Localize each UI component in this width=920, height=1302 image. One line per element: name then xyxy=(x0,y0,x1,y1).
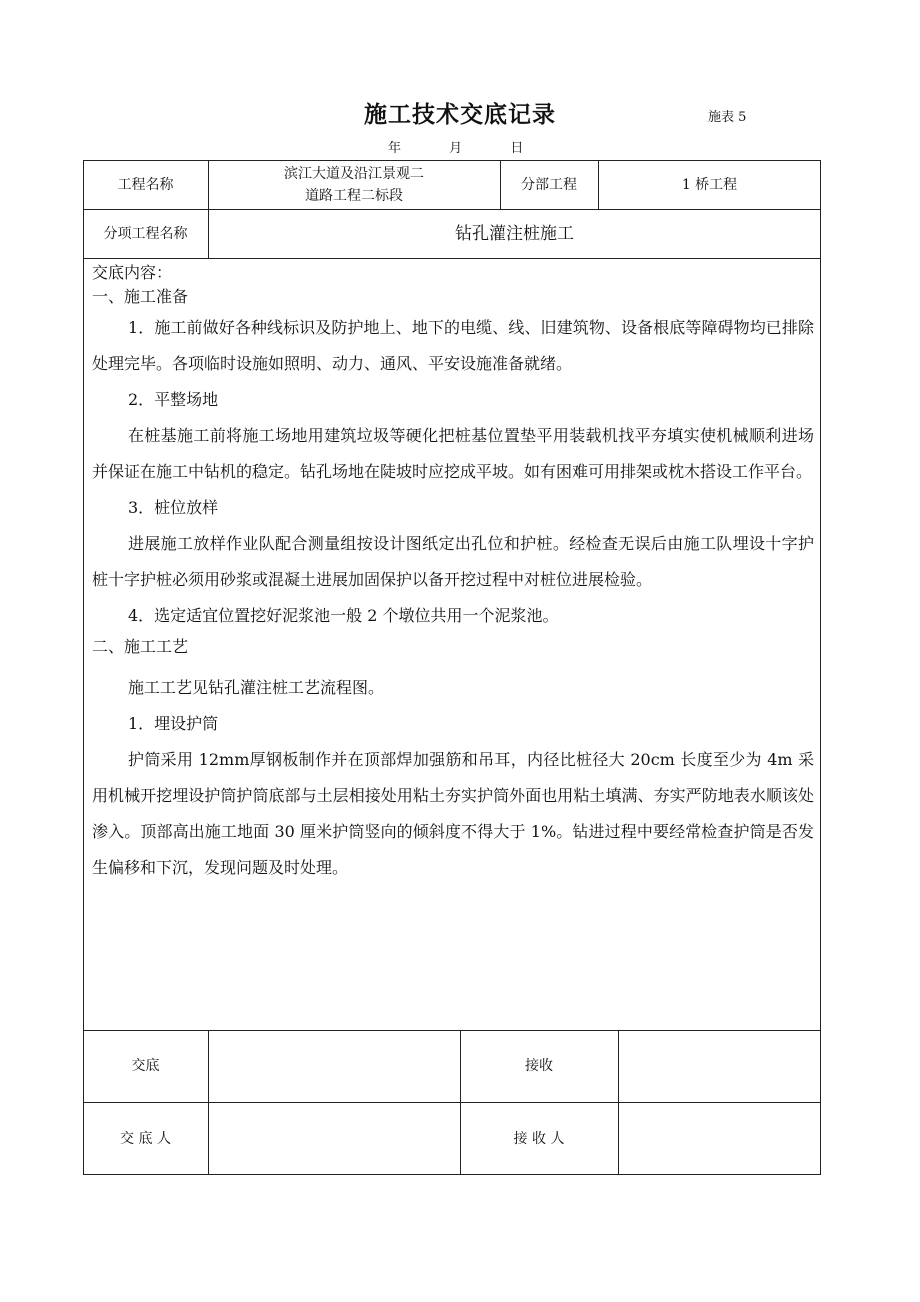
handover-content xyxy=(92,262,814,886)
project-name-line2: 道路工程二标段 xyxy=(305,187,403,204)
receive-person-label: 接 收 人 xyxy=(513,1130,565,1147)
section-heading: 一、施工准备 xyxy=(92,287,189,306)
item-name-value: 钻孔灌注桩施工 xyxy=(455,223,574,244)
project-name-value xyxy=(208,160,500,209)
paragraph: 4．选定适宜位置挖好泥浆池一般 2 个墩位共用一个泥浆池。 xyxy=(128,606,559,625)
receive-label: 接收 xyxy=(525,1058,553,1074)
document-title: 施工技术交底记录 xyxy=(364,101,556,128)
paragraph-heading: 3．桩位放样 xyxy=(128,498,219,517)
content-label: 交底内容： xyxy=(92,263,173,282)
form-number: 施表 5 xyxy=(708,110,747,125)
paragraph: 施工工艺见钻孔灌注桩工艺流程图。 xyxy=(128,678,385,697)
paragraph-heading: 2．平整场地 xyxy=(128,390,219,409)
row-divider xyxy=(83,258,821,259)
handover-field[interactable] xyxy=(208,1030,460,1102)
division-value: 1 桥工程 xyxy=(681,176,738,193)
date-day: 日 xyxy=(510,141,524,156)
receive-field[interactable] xyxy=(618,1030,821,1102)
paragraph: 1．施工前做好各种线标识及防护地上、地下的电缆、线、旧建筑物、设备根底等障碍物均已排除处理完毕。各项临时设施如照明、动力、通风、平安设施准备就绪。 xyxy=(92,318,814,373)
receive-person-field[interactable] xyxy=(618,1102,821,1175)
handover-person-label: 交 底 人 xyxy=(120,1130,171,1147)
handover-label: 交底 xyxy=(131,1058,160,1074)
paragraph-heading: 1．埋设护筒 xyxy=(128,714,219,733)
paragraph: 在桩基施工前将施工场地用建筑垃圾等硬化把桩基位置垫平用装载机找平夯填实使机械顺利进场并保证在施工中钻机的稳定。钻孔场地在陡坡时应挖成平坡。如有困难可用排架或枕木搭设工作平台。 xyxy=(92,426,814,481)
date-line xyxy=(388,137,545,156)
date-year: 年 xyxy=(388,141,402,156)
section-heading: 二、施工工艺 xyxy=(92,637,189,656)
division-label: 分部工程 xyxy=(521,176,577,193)
project-name-line1: 滨江大道及沿江景观二 xyxy=(284,165,424,182)
paragraph: 护筒采用 12mm厚钢板制作并在顶部焊加强筋和吊耳，内径比桩径大 20cm 长度至少为 4m 采用机械开挖埋设护筒护筒底部与土层相接处用粘土夯实护筒外面也用粘土填满、夯实严防地表水顺该处渗入。顶部高出施工地面 30 厘米护筒竖向的倾斜度不得大于 1%。钻进过程中要经常检查护筒是否发生偏移和下沉，发现问题及时处理。 xyxy=(92,750,814,877)
item-name-label: 分项工程名称 xyxy=(103,225,188,242)
date-month: 月 xyxy=(449,141,463,156)
handover-person-field[interactable] xyxy=(208,1102,460,1175)
paragraph: 进展施工放样作业队配合测量组按设计图纸定出孔位和护桩。经检查无误后由施工队埋设十字护桩十字护桩必须用砂浆或混凝土进展加固保护以备开挖过程中对桩位进展检验。 xyxy=(92,534,814,589)
project-name-label: 工程名称 xyxy=(117,176,174,193)
